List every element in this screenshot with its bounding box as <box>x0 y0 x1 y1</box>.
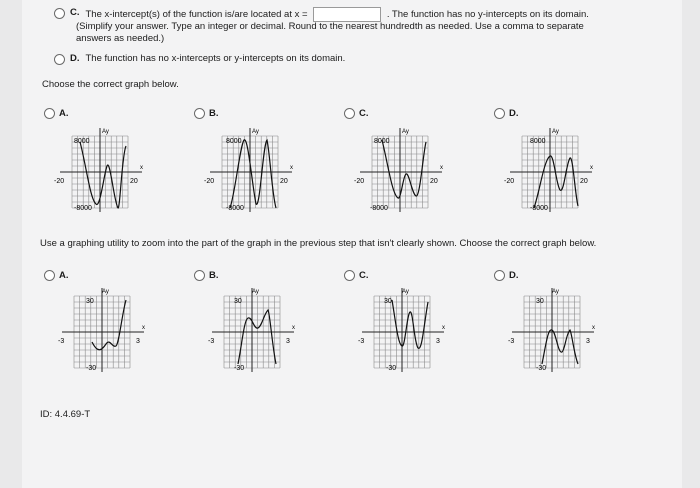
set2-option-a[interactable] <box>44 269 75 281</box>
radio-set2-a[interactable] <box>44 270 55 281</box>
set1-c-letter: C. <box>359 107 369 119</box>
option-c-note-line2: answers as needed.) <box>76 33 165 44</box>
problem-id: ID: 4.4.69-T <box>40 409 91 420</box>
x-min-label: -20 <box>354 178 365 185</box>
set1-a-letter: A. <box>59 107 69 119</box>
x-min-label: -20 <box>204 178 215 185</box>
radio-set2-b[interactable] <box>194 270 205 281</box>
y-max-label: 30 <box>234 298 242 305</box>
x-axis-label: x <box>592 325 595 331</box>
x-max-label: 20 <box>280 178 288 185</box>
set1-option-c[interactable] <box>344 107 375 119</box>
option-d-letter: D. <box>70 53 80 64</box>
x-max-label: 20 <box>580 178 588 185</box>
y-axis-label: Ay <box>102 289 109 295</box>
x-axis-label: x <box>290 165 293 171</box>
grid <box>362 288 444 372</box>
y-min-label: -30 <box>386 365 397 372</box>
set1-graph-a[interactable] <box>50 124 150 216</box>
grid <box>60 128 142 212</box>
x-max-label: 20 <box>430 178 438 185</box>
y-axis-label: Ay <box>552 129 559 135</box>
set1-b-letter: B. <box>209 107 219 119</box>
y-min-label: -8000 <box>74 205 92 212</box>
radio-set1-a[interactable] <box>44 108 55 119</box>
function-curve <box>230 140 276 208</box>
set2-d-letter: D. <box>509 269 519 281</box>
radio-set2-d[interactable] <box>494 270 505 281</box>
x-axis-label: x <box>442 325 445 331</box>
y-max-label: 30 <box>86 298 94 305</box>
set2-option-b[interactable] <box>194 269 225 281</box>
x-min-label: -20 <box>54 178 65 185</box>
option-d-row[interactable] <box>54 53 345 65</box>
option-c-text <box>86 7 589 22</box>
grid <box>62 288 144 372</box>
set2-c-letter: C. <box>359 269 369 281</box>
y-max-label: 8000 <box>530 138 546 145</box>
set2-graph-b[interactable] <box>202 284 302 376</box>
x-max-label: 3 <box>136 338 140 345</box>
set1-d-letter: D. <box>509 107 519 119</box>
x-min-label: -3 <box>508 338 515 345</box>
radio-set1-c[interactable] <box>344 108 355 119</box>
y-axis-label: Ay <box>102 129 109 135</box>
set1-option-d[interactable] <box>494 107 525 119</box>
grid <box>360 128 442 212</box>
function-curve <box>542 330 578 364</box>
y-max-label: 30 <box>536 298 544 305</box>
x-intercept-input[interactable] <box>313 7 381 22</box>
set1-graph-d[interactable] <box>500 124 600 216</box>
y-min-label: -8000 <box>530 205 548 212</box>
grid <box>212 288 294 372</box>
x-axis-label: x <box>142 325 145 331</box>
option-d-text: The function has no x-intercepts or y-intercepts on its domain. <box>85 53 346 64</box>
set2-option-c[interactable] <box>344 269 375 281</box>
y-axis-label: Ay <box>402 129 409 135</box>
set1-graph-b[interactable] <box>200 124 300 216</box>
graph-prompt-2: Use a graphing utility to zoom into the part of the graph in the previous step that isn't clearly shown. Choose the correct graph below. <box>40 238 597 249</box>
set2-graph-d[interactable] <box>502 284 602 376</box>
radio-set2-c[interactable] <box>344 270 355 281</box>
y-min-label: -30 <box>86 365 97 372</box>
option-c-row[interactable] <box>54 7 589 22</box>
x-axis-label: x <box>292 325 295 331</box>
x-max-label: 20 <box>130 178 138 185</box>
option-c-note-line1: (Simplify your answer. Type an integer or decimal. Round to the nearest hundredth as needed. Use a comma to separate <box>76 21 584 32</box>
y-axis-label: Ay <box>402 289 409 295</box>
y-min-label: -30 <box>234 365 245 372</box>
set2-graph-c[interactable] <box>352 284 452 376</box>
option-c-text-after: . The function has no y-intercepts on its domain. <box>386 9 589 21</box>
set1-graph-c[interactable] <box>350 124 450 216</box>
function-curve <box>92 300 126 350</box>
y-axis-label: Ay <box>552 289 559 295</box>
radio-option-d[interactable] <box>54 54 65 65</box>
y-max-label: 8000 <box>74 138 90 145</box>
x-max-label: 3 <box>286 338 290 345</box>
y-axis-label: Ay <box>252 129 259 135</box>
radio-set1-d[interactable] <box>494 108 505 119</box>
set1-option-a[interactable] <box>44 107 75 119</box>
x-max-label: 3 <box>436 338 440 345</box>
set2-option-d[interactable] <box>494 269 525 281</box>
set1-option-b[interactable] <box>194 107 225 119</box>
x-axis-label: x <box>140 165 143 171</box>
y-max-label: 8000 <box>226 138 242 145</box>
x-axis-label: x <box>590 165 593 171</box>
grid <box>512 288 594 372</box>
y-max-label: 8000 <box>374 138 390 145</box>
radio-set1-b[interactable] <box>194 108 205 119</box>
function-curve <box>534 156 578 208</box>
y-min-label: -8000 <box>370 205 388 212</box>
radio-option-c[interactable] <box>54 8 65 19</box>
y-min-label: -8000 <box>226 205 244 212</box>
set2-a-letter: A. <box>59 269 69 281</box>
y-min-label: -30 <box>536 365 547 372</box>
x-min-label: -3 <box>208 338 215 345</box>
x-min-label: -3 <box>58 338 65 345</box>
set2-graph-a[interactable] <box>52 284 152 376</box>
x-min-label: -20 <box>504 178 515 185</box>
question-sheet <box>22 0 682 488</box>
x-max-label: 3 <box>586 338 590 345</box>
option-c-letter: C. <box>70 7 80 18</box>
x-axis-label: x <box>440 165 443 171</box>
set2-b-letter: B. <box>209 269 219 281</box>
y-axis-label: Ay <box>252 289 259 295</box>
function-curve <box>392 300 428 348</box>
grid <box>510 128 592 212</box>
graph-prompt-1: Choose the correct graph below. <box>42 79 179 90</box>
x-min-label: -3 <box>358 338 365 345</box>
function-curve <box>80 142 126 208</box>
option-c-text-before: The x-intercept(s) of the function is/are located at x = <box>85 9 308 21</box>
y-max-label: 30 <box>384 298 392 305</box>
